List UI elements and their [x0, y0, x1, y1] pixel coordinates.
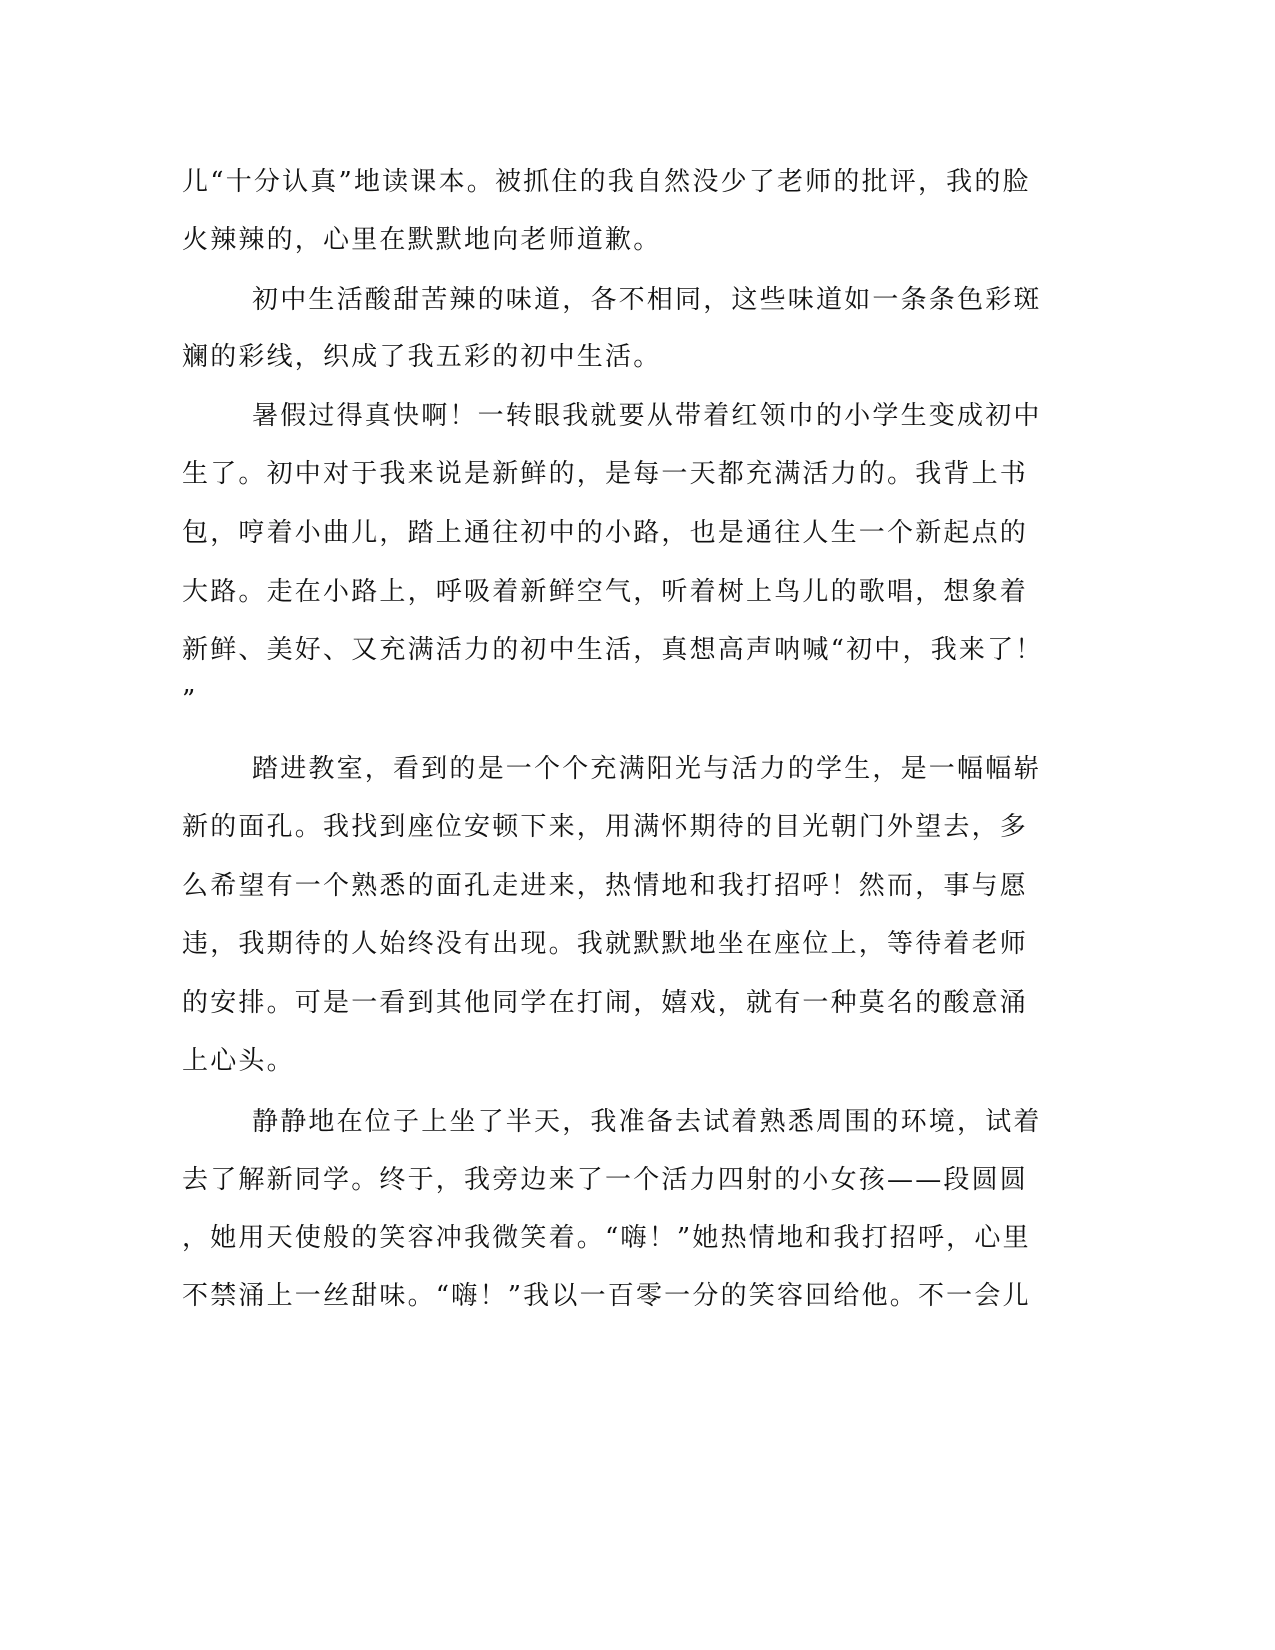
text-line: 儿“十分认真”地读课本。被抓住的我自然没少了老师的批评，我的脸: [182, 167, 1031, 197]
text-line: 大路。走在小路上，呼吸着新鲜空气，听着树上鸟儿的歌唱，想象着: [182, 577, 1029, 607]
text-line: 生了。初中对于我来说是新鲜的，是每一天都充满活力的。我背上书: [182, 459, 1029, 489]
text-line: 火辣辣的，心里在默默地向老师道歉。: [182, 225, 662, 255]
text-line: 上心头。: [182, 1046, 295, 1076]
text-line: 暑假过得真快啊！一转眼我就要从带着红领巾的小学生变成初中: [252, 401, 1042, 431]
text-line: 斓的彩线，织成了我五彩的初中生活。: [182, 342, 662, 372]
text-line: 不禁涌上一丝甜味。“嗨！”我以一百零一分的笑容回给他。不一会儿: [182, 1281, 1031, 1311]
text-line: 初中生活酸甜苦辣的味道，各不相同，这些味道如一条条色彩斑: [252, 285, 1042, 315]
text-line: 去了解新同学。终于，我旁边来了一个活力四射的小女孩——段圆圆: [182, 1165, 1029, 1195]
text-line: 的安排。可是一看到其他同学在打闹，嬉戏，就有一种莫名的酸意涌: [182, 988, 1029, 1018]
text-line: 新的面孔。我找到座位安顿下来，用满怀期待的目光朝门外望去，多: [182, 812, 1029, 842]
text-line: 踏进教室，看到的是一个个充满阳光与活力的学生，是一幅幅崭: [252, 754, 1042, 784]
text-line: 包，哼着小曲儿，踏上通往初中的小路，也是通往人生一个新起点的: [182, 518, 1029, 548]
text-line: 新鲜、美好、又充满活力的初中生活，真想高声呐喊“初中，我来了！: [182, 635, 1044, 665]
text-line: 么希望有一个熟悉的面孔走进来，热情地和我打招呼！然而，事与愿: [182, 871, 1029, 901]
text-line: ”: [182, 685, 198, 715]
text-line: 静静地在位子上坐了半天，我准备去试着熟悉周围的环境，试着: [252, 1107, 1042, 1137]
text-line: 违，我期待的人始终没有出现。我就默默地坐在座位上，等待着老师: [182, 929, 1029, 959]
text-line: ，她用天使般的笑容冲我微笑着。“嗨！”她热情地和我打招呼，心里: [182, 1223, 1031, 1253]
